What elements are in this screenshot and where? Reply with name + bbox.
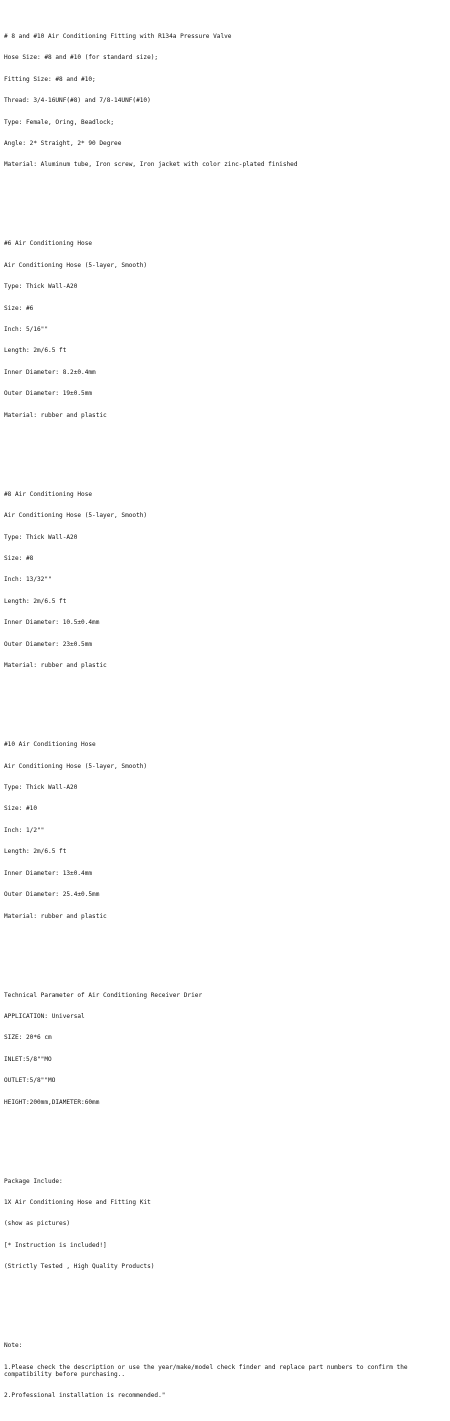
- spacer: [4, 1299, 448, 1306]
- intro-line: Thread: 3/4-16UNF(#8) and 7/8-14UNF(#10): [4, 97, 151, 105]
- hose-10-line: Inch: 1/2"": [4, 826, 45, 834]
- product-description: [4, 4, 448, 1421]
- hose-6-line: Length: 2m/6.5 ft: [4, 347, 67, 355]
- intro-line: Type: Female, Oring, Beadlock;: [4, 118, 115, 126]
- hose-6-line: Size: #6: [4, 304, 34, 312]
- hose-8-section: [4, 476, 448, 684]
- hose-10-line: Material: rubber and plastic: [4, 912, 107, 920]
- hose-8-line: Type: Thick Wall-A20: [4, 533, 78, 541]
- hose-10-line: Length: 2m/6.5 ft: [4, 848, 67, 856]
- hose-6-line: Inch: 5/16"": [4, 326, 49, 334]
- package-line: (Strictly Tested , High Quality Products): [4, 1263, 155, 1271]
- hose-6-line: Material: rubber and plastic: [4, 411, 107, 419]
- hose-10-line: Inner Diameter: 13±0.4mm: [4, 869, 93, 877]
- hose-6-section: [4, 226, 448, 434]
- hose-6-line: #6 Air Conditioning Hose: [4, 240, 93, 248]
- spacer: [4, 698, 448, 705]
- intro-section: [4, 18, 448, 183]
- hose-6-line: Air Conditioning Hose (5-layer, Smooth): [4, 261, 148, 269]
- package-section: [4, 1163, 448, 1285]
- note-line: 2.Professional installation is recommended.": [4, 1392, 166, 1400]
- hose-8-line: Inch: 13/32"": [4, 576, 52, 584]
- note-line: Note:: [4, 1342, 23, 1350]
- hose-8-line: Inner Diameter: 10.5±0.4mm: [4, 619, 100, 627]
- hose-6-line: Inner Diameter: 8.2±0.4mm: [4, 368, 96, 376]
- intro-line: Hose Size: #8 and #10 (for standard size);: [4, 54, 159, 62]
- note-line: 1.Please check the description or use the year/make/model check finder and replace part numbers to confirm the compatibility before purchasing..: [4, 1363, 412, 1378]
- package-line: 1X Air Conditioning Hose and Fitting Kit: [4, 1199, 151, 1207]
- spacer: [4, 197, 448, 204]
- package-line: (show as pictures): [4, 1220, 71, 1228]
- drier-line: INLET:5/8""MO: [4, 1055, 52, 1063]
- spacer: [4, 1135, 448, 1142]
- hose-10-line: Type: Thick Wall-A20: [4, 783, 78, 791]
- drier-line: SIZE: 20*6 cm: [4, 1034, 52, 1042]
- intro-line: # 8 and #10 Air Conditioning Fitting with R134a Pressure Valve: [4, 32, 232, 40]
- hose-10-line: #10 Air Conditioning Hose: [4, 741, 96, 749]
- spacer: [4, 448, 448, 455]
- hose-10-line: Air Conditioning Hose (5-layer, Smooth): [4, 762, 148, 770]
- receiver-drier-section: [4, 977, 448, 1120]
- intro-line: Angle: 2* Straight, 2* 90 Degree: [4, 139, 122, 147]
- package-line: Package Include:: [4, 1177, 63, 1185]
- hose-8-line: Size: #8: [4, 555, 34, 562]
- intro-line: Material: Aluminum tube, Iron screw, Iron jacket with color zinc-plated finished: [4, 161, 298, 169]
- drier-line: Technical Parameter of Air Conditioning Receiver Drier: [4, 991, 203, 999]
- hose-8-line: Outer Diameter: 23±0.5mm: [4, 640, 93, 648]
- hose-10-line: Size: #10: [4, 805, 38, 813]
- drier-line: APPLICATION: Universal: [4, 1012, 85, 1020]
- hose-8-line: #8 Air Conditioning Hose: [4, 490, 93, 498]
- hose-8-line: Material: rubber and plastic: [4, 662, 107, 670]
- hose-10-section: [4, 727, 448, 935]
- package-line: [* Instruction is included!]: [4, 1241, 107, 1249]
- drier-line: HEIGHT:200mm,DIAMETER:60mm: [4, 1098, 100, 1106]
- spacer: [4, 949, 448, 956]
- note-section: [4, 1328, 448, 1414]
- hose-6-line: Outer Diameter: 19±0.5mm: [4, 390, 93, 398]
- hose-6-line: Type: Thick Wall-A20: [4, 283, 78, 291]
- intro-line: Fitting Size: #8 and #10;: [4, 75, 96, 83]
- hose-8-line: Length: 2m/6.5 ft: [4, 597, 67, 605]
- hose-8-line: Air Conditioning Hose (5-layer, Smooth): [4, 512, 148, 520]
- hose-10-line: Outer Diameter: 25.4±0.5mm: [4, 891, 100, 899]
- drier-line: OUTLET:5/8""MO: [4, 1077, 56, 1085]
